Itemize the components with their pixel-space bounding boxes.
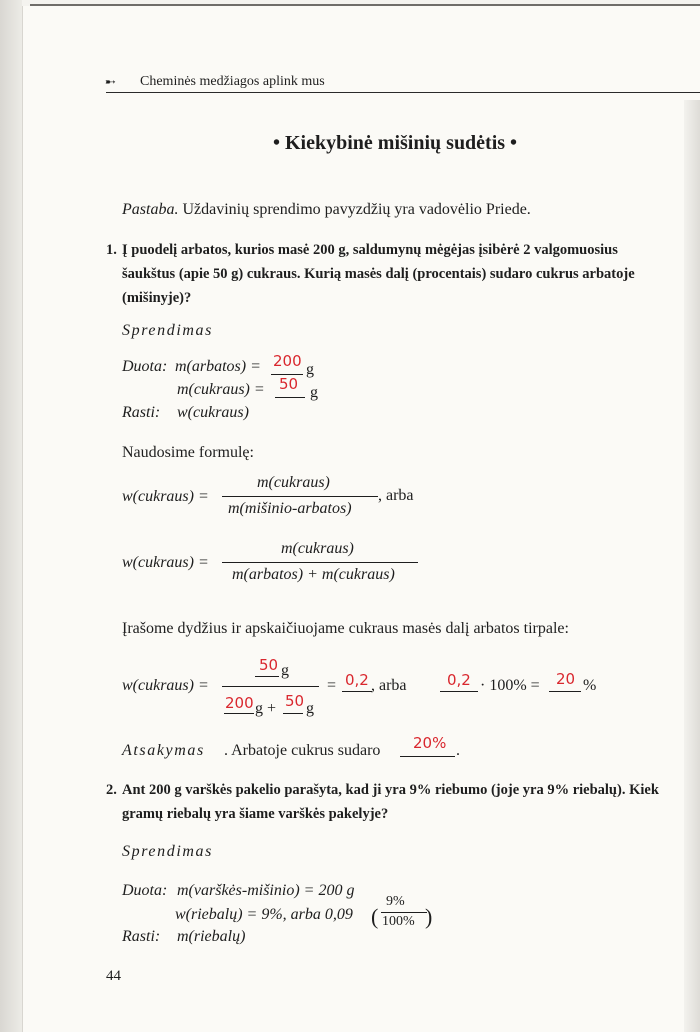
find-label: Rasti: xyxy=(122,404,161,421)
formula-1-denominator: m(mišinio-arbatos) xyxy=(228,500,352,517)
find-expr: w(cukraus) xyxy=(177,404,249,421)
given-fat-fraction: w(riebalų) = 9%, arba 0,09 xyxy=(175,906,353,923)
answer-blank xyxy=(255,676,279,677)
answer-blank xyxy=(549,691,581,692)
formula-1-suffix: , arba xyxy=(378,487,414,504)
calc-lhs: w(cukraus) = xyxy=(122,677,209,694)
problem-1-number: 1. xyxy=(106,242,117,258)
given-label: Duota: xyxy=(122,882,168,899)
page-right-edge xyxy=(684,100,700,1032)
unit: g xyxy=(306,700,314,717)
answer-mass-sugar: 50 xyxy=(279,375,299,393)
header-arrow-icon: ➸ xyxy=(105,74,114,89)
fraction-bar xyxy=(381,912,427,913)
fraction-bar xyxy=(222,496,378,497)
problem-1-line: (mišinyje)? xyxy=(122,290,192,306)
fraction-denominator: 100% xyxy=(382,914,415,929)
note xyxy=(122,201,531,219)
find-label: Rasti: xyxy=(122,928,161,945)
note-label: Pastaba. xyxy=(122,201,179,218)
find-expr: m(riebalų) xyxy=(177,928,246,945)
unit: g xyxy=(281,662,289,679)
formula-2-denominator: m(arbatos) + m(cukraus) xyxy=(232,566,395,583)
answer-blank xyxy=(283,713,303,714)
problem-1-line: Į puodelį arbatos, kurios masė 200 g, saldumynų mėgėjas įsibėrė 2 valgomuosius xyxy=(122,242,618,258)
fraction-bar xyxy=(222,562,418,563)
answer-calc-percent: 20 xyxy=(556,670,576,688)
answer-calc-result-2: 0,2 xyxy=(447,671,471,689)
calc-arba: , arba xyxy=(371,677,407,694)
note-text: Uždavinių sprendimo pavyzdžių yra vadovėlio Priede. xyxy=(182,201,531,218)
answer-final-value: 20% xyxy=(413,734,447,752)
section-title: • Kiekybinė mišinių sudėtis • xyxy=(273,132,518,154)
formula-intro: Naudosime formulę: xyxy=(122,444,254,461)
formula-2-lhs: w(cukraus) = xyxy=(122,554,209,571)
page-number: 44 xyxy=(106,968,121,984)
answer-calc-result: 0,2 xyxy=(345,671,369,689)
paren-open: ( xyxy=(371,904,379,929)
solution-label: Sprendimas xyxy=(122,322,213,339)
calc-denominator-mid: g + xyxy=(255,700,277,717)
answer-calc-denominator-1: 200 xyxy=(225,694,254,712)
answer-blank xyxy=(400,756,455,757)
problem-2-line: Ant 200 g varškės pakelio parašyta, kad ji yra 9% riebumo (joje yra 9% riebalų). Kiek xyxy=(122,782,659,798)
page-top-edge xyxy=(30,4,700,6)
answer-calc-numerator: 50 xyxy=(259,656,279,674)
formula-2-numerator: m(cukraus) xyxy=(281,540,354,557)
solution-label: Sprendimas xyxy=(122,843,213,860)
calc-multiply: · 100% = xyxy=(480,677,540,694)
answer-calc-denominator-2: 50 xyxy=(285,692,305,710)
answer-end: . xyxy=(456,742,460,759)
answer-text: . Arbatoje cukrus sudaro xyxy=(224,742,381,759)
given-label: Duota: xyxy=(122,358,168,375)
problem-2-number: 2. xyxy=(106,782,117,798)
page xyxy=(22,6,700,1032)
equals-sign: = xyxy=(327,677,337,694)
header-rule xyxy=(106,92,700,93)
answer-blank xyxy=(224,713,254,714)
book-spine-shadow xyxy=(0,0,22,1032)
fraction-bar xyxy=(222,686,319,687)
percent-sign: % xyxy=(583,677,597,694)
answer-blank xyxy=(275,397,305,398)
answer-blank xyxy=(440,691,478,692)
given-mass-curd: m(varškės-mišinio) = 200 g xyxy=(177,882,355,899)
formula-1-numerator: m(cukraus) xyxy=(257,474,330,491)
fraction-numerator: 9% xyxy=(386,894,405,909)
unit: g xyxy=(306,361,314,378)
given-mass-sugar: m(cukraus) = xyxy=(177,381,265,398)
answer-label: Atsakymas xyxy=(122,742,205,759)
paren-close: ) xyxy=(425,904,433,929)
problem-2-line: gramų riebalų yra šiame varškės pakelyje? xyxy=(122,806,389,822)
unit: g xyxy=(310,384,318,401)
formula-1-lhs: w(cukraus) = xyxy=(122,488,209,505)
problem-1-line: šaukštus (apie 50 g) cukraus. Kurią masės dalį (procentais) sudaro cukrus arbatoje xyxy=(122,266,635,282)
answer-blank xyxy=(342,691,372,692)
given-mass-tea: m(arbatos) = xyxy=(175,358,261,375)
chapter-title: Cheminės medžiagos aplink mus xyxy=(140,74,325,89)
answer-mass-tea: 200 xyxy=(273,352,302,370)
calc-intro: Įrašome dydžius ir apskaičiuojame cukraus masės dalį arbatos tirpale: xyxy=(122,620,569,637)
